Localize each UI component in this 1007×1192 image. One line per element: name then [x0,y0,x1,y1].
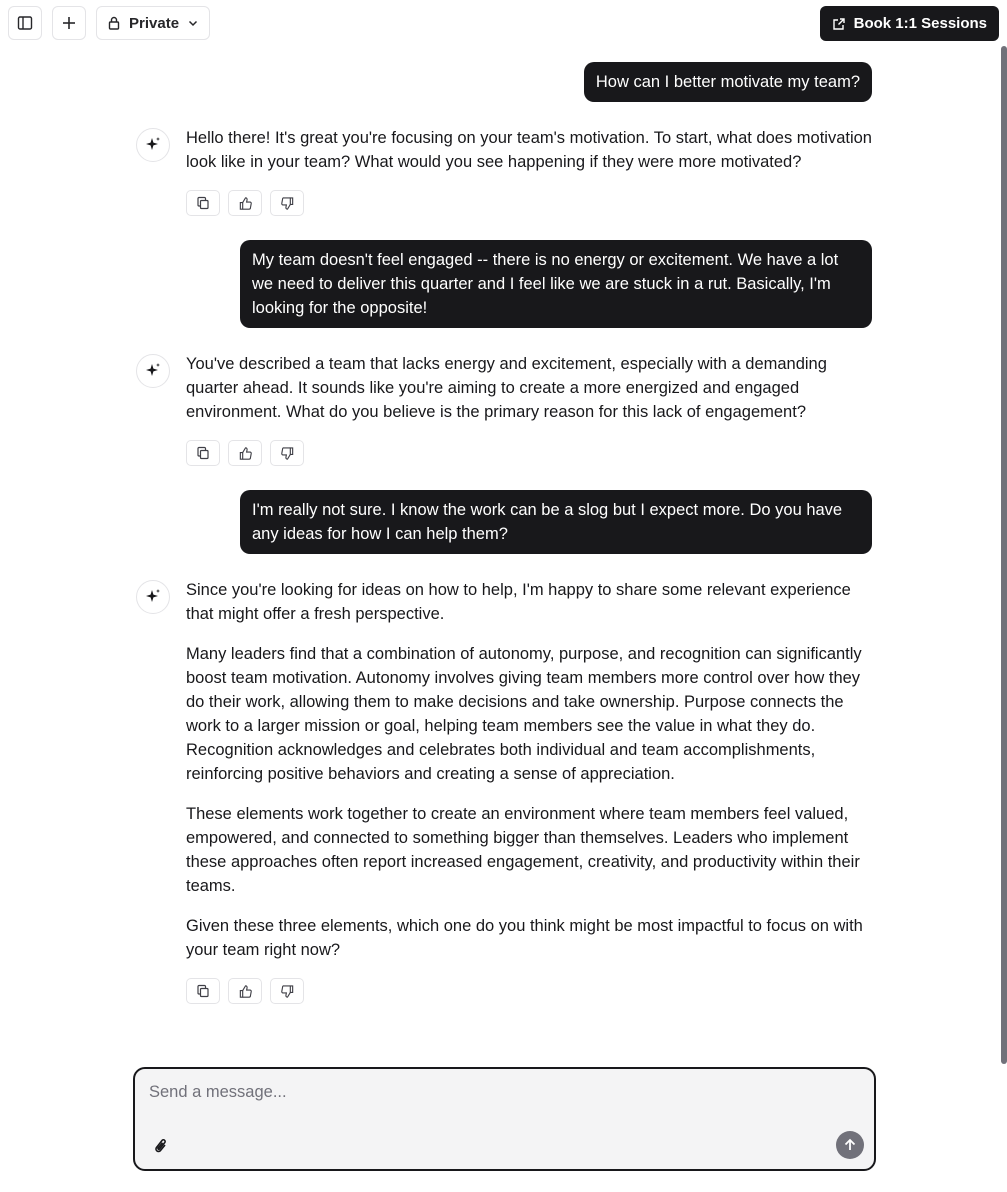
arrow-up-icon [843,1138,857,1152]
downvote-button[interactable] [270,190,304,216]
message-actions [186,440,872,466]
assistant-message [136,126,872,216]
thumbs-down-icon [280,446,295,461]
sparkles-icon [144,588,162,606]
assistant-avatar [136,128,170,162]
assistant-message-text: You've described a team that lacks energy and excitement, especially with a demanding quarter ahead. It sounds like you're aiming to create a more energized and engaged environment. What do you believe is the primary reason for this lack of engagement? [186,355,827,421]
copy-icon [196,446,210,460]
sparkles-icon [144,136,162,154]
plus-icon [61,15,77,31]
chevron-down-icon [187,17,199,29]
visibility-label: Private [129,14,180,32]
book-sessions-button[interactable] [820,6,999,41]
message-actions [186,978,872,1004]
assistant-message [136,352,872,466]
assistant-avatar [136,354,170,388]
paperclip-icon [154,1137,168,1155]
book-sessions-label: Book 1:1 Sessions [853,15,987,32]
upvote-button[interactable] [228,190,262,216]
copy-button[interactable] [186,190,220,216]
upvote-button[interactable] [228,440,262,466]
scrollbar[interactable] [1001,46,1007,1064]
new-chat-button[interactable] [52,6,86,40]
toggle-sidebar-button[interactable] [8,6,42,40]
send-button[interactable] [836,1131,864,1159]
assistant-avatar [136,580,170,614]
upvote-button[interactable] [228,978,262,1004]
assistant-message-text: Since you're looking for ideas on how to help, I'm happy to share some relevant experience that might offer a fresh perspective. [186,581,851,623]
assistant-message-text: These elements work together to create an environment where team members feel valued, empowered, and connected to something bigger than themselves. Leaders who implement these approaches often report increased engagement, creativity, and productivity within their teams. [186,805,860,895]
assistant-message-text: Hello there! It's great you're focusing on your team's motivation. To start, what does motivation look like in your team? What would you see happening if they were more motivated? [186,129,872,171]
copy-button[interactable] [186,440,220,466]
copy-button[interactable] [186,978,220,1004]
user-message [136,490,872,554]
thumbs-up-icon [238,984,253,999]
external-link-icon [832,17,846,31]
assistant-message-text: Many leaders find that a combination of autonomy, purpose, and recognition can significantly boost team motivation. Autonomy involves giving team members more control over how they do their work, allowing them to make decisions and take ownership. Purpose connects the work to a larger mission or goal, helping team members see the value in what they do. Recognition acknowledges and celebrates both individual and team accomplishments, reinforcing positive behaviors and creating a sense of appreciation. [186,645,862,783]
downvote-button[interactable] [270,978,304,1004]
copy-icon [196,196,210,210]
thumbs-down-icon [280,984,295,999]
assistant-message-text: Given these three elements, which one do you think might be most impactful to focus on with your team right now? [186,917,863,959]
user-message [136,62,872,102]
attach-button[interactable] [151,1135,171,1157]
message-composer [133,1067,876,1171]
top-bar [0,0,1007,46]
message-input[interactable] [149,1079,829,1105]
user-message-bubble: How can I better motivate my team? [584,62,872,102]
assistant-message [136,578,872,1004]
sidebar-icon [17,15,33,31]
visibility-selector[interactable] [96,6,210,40]
thumbs-up-icon [238,446,253,461]
downvote-button[interactable] [270,440,304,466]
sparkles-icon [144,362,162,380]
thumbs-down-icon [280,196,295,211]
user-message-bubble: I'm really not sure. I know the work can be a slog but I expect more. Do you have any ideas for how I can help them? [240,490,872,554]
chat-thread [136,62,872,1004]
lock-icon [107,16,121,30]
user-message-bubble: My team doesn't feel engaged -- there is no energy or excitement. We have a lot we need to deliver this quarter and I feel like we are stuck in a rut. Basically, I'm looking for the opposite! [240,240,872,328]
copy-icon [196,984,210,998]
user-message [136,240,872,328]
message-actions [186,190,872,216]
thumbs-up-icon [238,196,253,211]
